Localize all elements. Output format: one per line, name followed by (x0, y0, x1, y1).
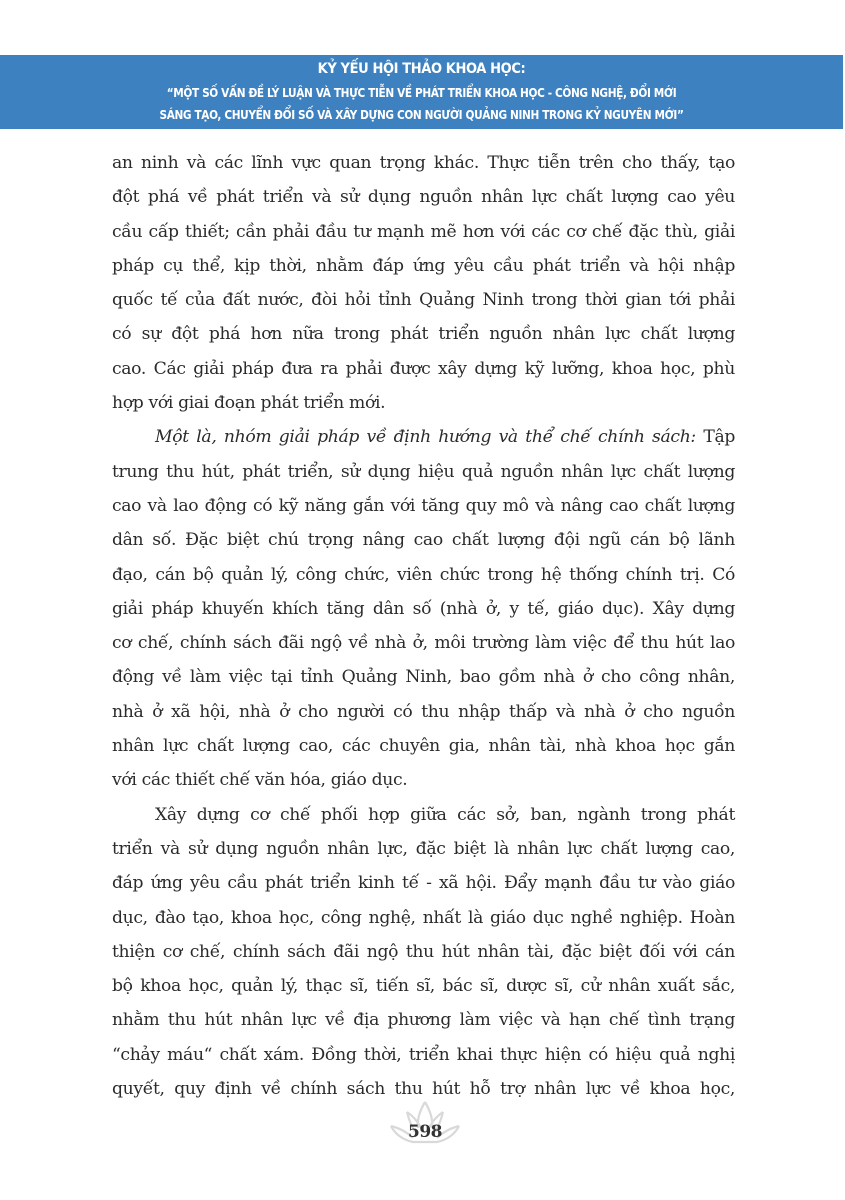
conference-subtitle-line-1: “MỘT SỐ VẤN ĐỀ LÝ LUẬN VÀ THỰC TIỄN VỀ PHÁT TRIỂN KHOA HỌC - CÔNG NGHỆ, ĐỔI MỚI (166, 85, 677, 100)
lead-rest: Tập (695, 427, 736, 448)
page-number: 598 (408, 1122, 442, 1142)
text-line: cao và lao động có kỹ năng gắn với tăng quy mô và nâng cao chất lượng (112, 495, 735, 516)
text-line: cầu cấp thiết; cần phải đầu tư mạnh mẽ hơn với các cơ chế đặc thù, giải (112, 221, 735, 242)
text-line: đáp ứng yêu cầu phát triển kinh tế - xã hội. Đẩy mạnh đầu tư vào giáo (112, 873, 735, 894)
text-line: động về làm việc tại tỉnh Quảng Ninh, bao gồm nhà ở cho công nhân, (112, 667, 735, 688)
text-line: giải pháp khuyến khích tăng dân số (nhà ở, y tế, giáo dục). Xây dựng (112, 598, 735, 619)
text-line: đột phá về phát triển và sử dụng nguồn nhân lực chất lượng cao yêu (112, 187, 735, 208)
text-line: trung thu hút, phát triển, sử dụng hiệu quả nguồn nhân lực chất lượng (112, 461, 735, 482)
proceedings-title: KỶ YẾU HỘI THẢO KHOA HỌC: (317, 61, 526, 77)
text-line: nhà ở xã hội, nhà ở cho người có thu nhập thấp và nhà ở cho nguồn (112, 701, 735, 722)
text-line: pháp cụ thể, kịp thời, nhằm đáp ứng yêu cầu phát triển và hội nhập (112, 255, 735, 276)
body-text (112, 146, 735, 1106)
text-line: dân số. Đặc biệt chú trọng nâng cao chất lượng đội ngũ cán bộ lãnh (112, 530, 735, 551)
text-line: cao. Các giải pháp đưa ra phải được xây dựng kỹ lưỡng, khoa học, phù (112, 358, 735, 379)
text-line: bộ khoa học, quản lý, thạc sĩ, tiến sĩ, bác sĩ, dược sĩ, cử nhân xuất sắc, (112, 976, 735, 997)
text-line: an ninh và các lĩnh vực quan trọng khác. Thực tiễn trên cho thấy, tạo (112, 153, 735, 173)
text-line: nhằm thu hút nhân lực về địa phương làm việc và hạn chế tình trạng (112, 1010, 735, 1031)
text-line: thiện cơ chế, chính sách đãi ngộ thu hút nhân tài, đặc biệt đối với cán (112, 941, 735, 962)
text-line: cơ chế, chính sách đãi ngộ về nhà ở, môi trường làm việc để thu hút lao (112, 633, 735, 654)
text-line: quốc tế của đất nước, đòi hỏi tỉnh Quảng Ninh trong thời gian tới phải (112, 290, 735, 311)
italic-lead: Một là, nhóm giải pháp về định hướng và thể chế chính sách: (155, 427, 696, 448)
text-line: với các thiết chế văn hóa, giáo dục. (112, 770, 408, 791)
text-line: dục, đào tạo, khoa học, công nghệ, nhất là giáo dục nghề nghiệp. Hoàn (112, 907, 735, 928)
text-line: “chảy máu“ chất xám. Đồng thời, triển khai thực hiện có hiệu quả nghị (112, 1044, 735, 1065)
paragraph-2 (112, 420, 735, 797)
text-line (112, 420, 735, 454)
text-line: hợp với giai đoạn phát triển mới. (112, 393, 386, 414)
paragraph-1 (112, 146, 735, 420)
text-line: có sự đột phá hơn nữa trong phát triển nguồn nhân lực chất lượng (112, 324, 735, 345)
conference-subtitle-line-2: SÁNG TẠO, CHUYỂN ĐỔI SỐ VÀ XÂY DỰNG CON NGƯỜI QUẢNG NINH TRONG KỶ NGUYÊN MỚI” (159, 107, 684, 122)
text-line: đạo, cán bộ quản lý, công chức, viên chức trong hệ thống chính trị. Có (112, 564, 735, 585)
text-line: triển và sử dụng nguồn nhân lực, đặc biệt là nhân lực chất lượng cao, (112, 838, 735, 859)
page-footer (385, 1098, 465, 1150)
text-line: nhân lực chất lượng cao, các chuyên gia, nhân tài, nhà khoa học gắn (112, 736, 735, 757)
header-band (0, 55, 843, 129)
text-line: Xây dựng cơ chế phối hợp giữa các sở, ban, ngành trong phát (155, 804, 735, 825)
paragraph-3 (112, 798, 735, 1107)
text-line: quyết, quy định về chính sách thu hút hỗ trợ nhân lực về khoa học, (112, 1079, 735, 1100)
